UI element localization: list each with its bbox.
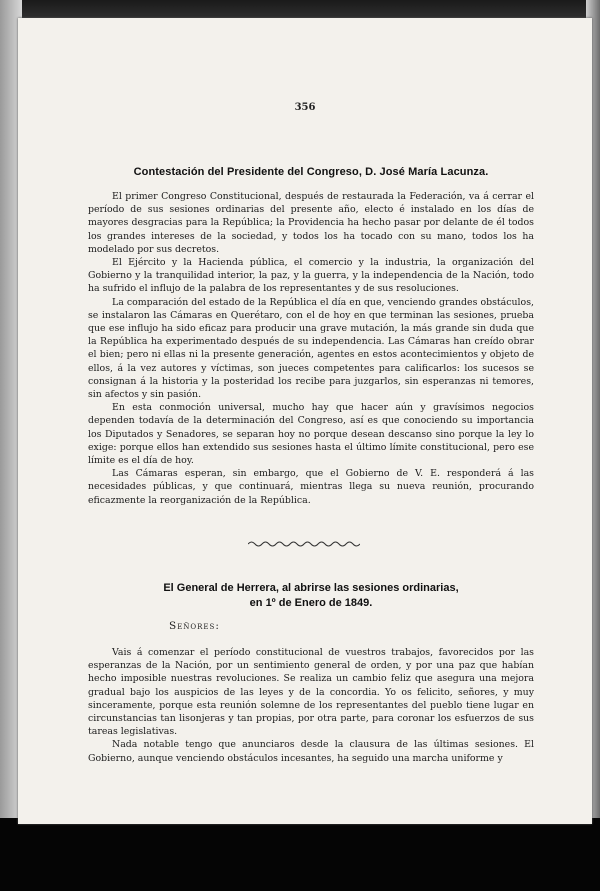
section-1-paragraph: En esta conmoción universal, mucho hay que hacer aún y gravísimos negocios dependen todavía de la determinación del Congreso, así es que conociendo su importancia los Diputados y Senadores, se separan hoy no porque desean descanso sino porque la ley lo exige: porque ellos han extendido sus sesiones hasta el último límite constitucional, pero ese límite es el día de hoy. xyxy=(88,402,534,467)
section-1-paragraph: Las Cámaras esperan, sin embargo, que el Gobierno de V. E. responderá á las necesidades públicas, y que continuará, mientras llega su nueva reunión, procurando eficazmente la reorganización de la República. xyxy=(88,468,534,506)
section-1-paragraph: El Ejército y la Hacienda pública, el comercio y la industria, la organización del Gobierno y la tranquilidad interior, la paz, y la guerra, y la independencia de la Nación, todo ha sufrido el influjo de la palabra de los representantes y de sus resoluciones. xyxy=(88,257,534,295)
section-2-body xyxy=(88,646,534,765)
section-1-paragraph: La comparación del estado de la República el día en que, venciendo grandes obstáculos, se instalaron las Cámaras en Querétaro, con el de hoy en que terminan las sesiones, prueba que ese influjo ha sido eficaz para producir una grave mutación, la más grande sin duda que la República ha experimentado después de su independencia. Las Cámaras han creído obrar el bien; pero ni ellas ni la presente generación, agentes en estos acontecimientos y objeto de ellos, á la vez autores y víctimas, son jueces competentes para calificarlos: los sucesos se consignan á la historia y la posteridad los recibe para juzgarlos, sin esperanzas ni temores, sin afectos y sin pasión. xyxy=(88,296,534,401)
section-2-heading-line-2: en 1º de Enero de 1849. xyxy=(249,597,373,609)
page-number: 356 xyxy=(294,102,316,113)
document-page xyxy=(18,18,592,824)
section-2-paragraph: Vais á comenzar el período constitucional de vuestros trabajos, favorecidos por las esperanzas de la Nación, por un sentimiento general de orden, y por una paz que habían hecho imposible nuestras revoluciones. Se realiza un cambio feliz que asegura una mejora gradual bajo los auspicios de las leyes y de la concordia. Yo os felicito, señores, y muy sinceramente, porque esta reunión solemne de los representantes del pueblo tiene lugar en circunstancias tan lisonjeras y tan propias, por otra parte, para coronar los esfuerzos de sus tareas legislativas. xyxy=(88,647,534,738)
section-2-heading xyxy=(88,581,534,611)
section-1-heading: Contestación del Presidente del Congreso, D. José María Lacunza. xyxy=(133,166,489,178)
salutation: Señores: xyxy=(169,620,220,632)
ornamental-divider xyxy=(248,540,360,548)
scan-border-bottom xyxy=(0,818,600,891)
section-1-body xyxy=(88,190,534,507)
section-2-heading-line-1: El General de Herrera, al abrirse las sesiones ordinarias, xyxy=(163,582,459,594)
section-2-paragraph: Nada notable tengo que anunciaros desde la clausura de las últimas sesiones. El Gobierno, aunque venciendo obstáculos incesantes, ha seguido una marcha uniforme y xyxy=(88,739,534,764)
section-1-paragraph: El primer Congreso Constitucional, después de restaurada la Federación, va á cerrar el período de sus sesiones ordinarias del presente año, electo é instalado en los días de mayores desgracias para la República; la Providencia ha hecho pasar por delante de él todos los grandes intereses de la sociedad, y todos los ha tocado con su mano, todos los ha modelado por sus decretos. xyxy=(88,191,534,255)
